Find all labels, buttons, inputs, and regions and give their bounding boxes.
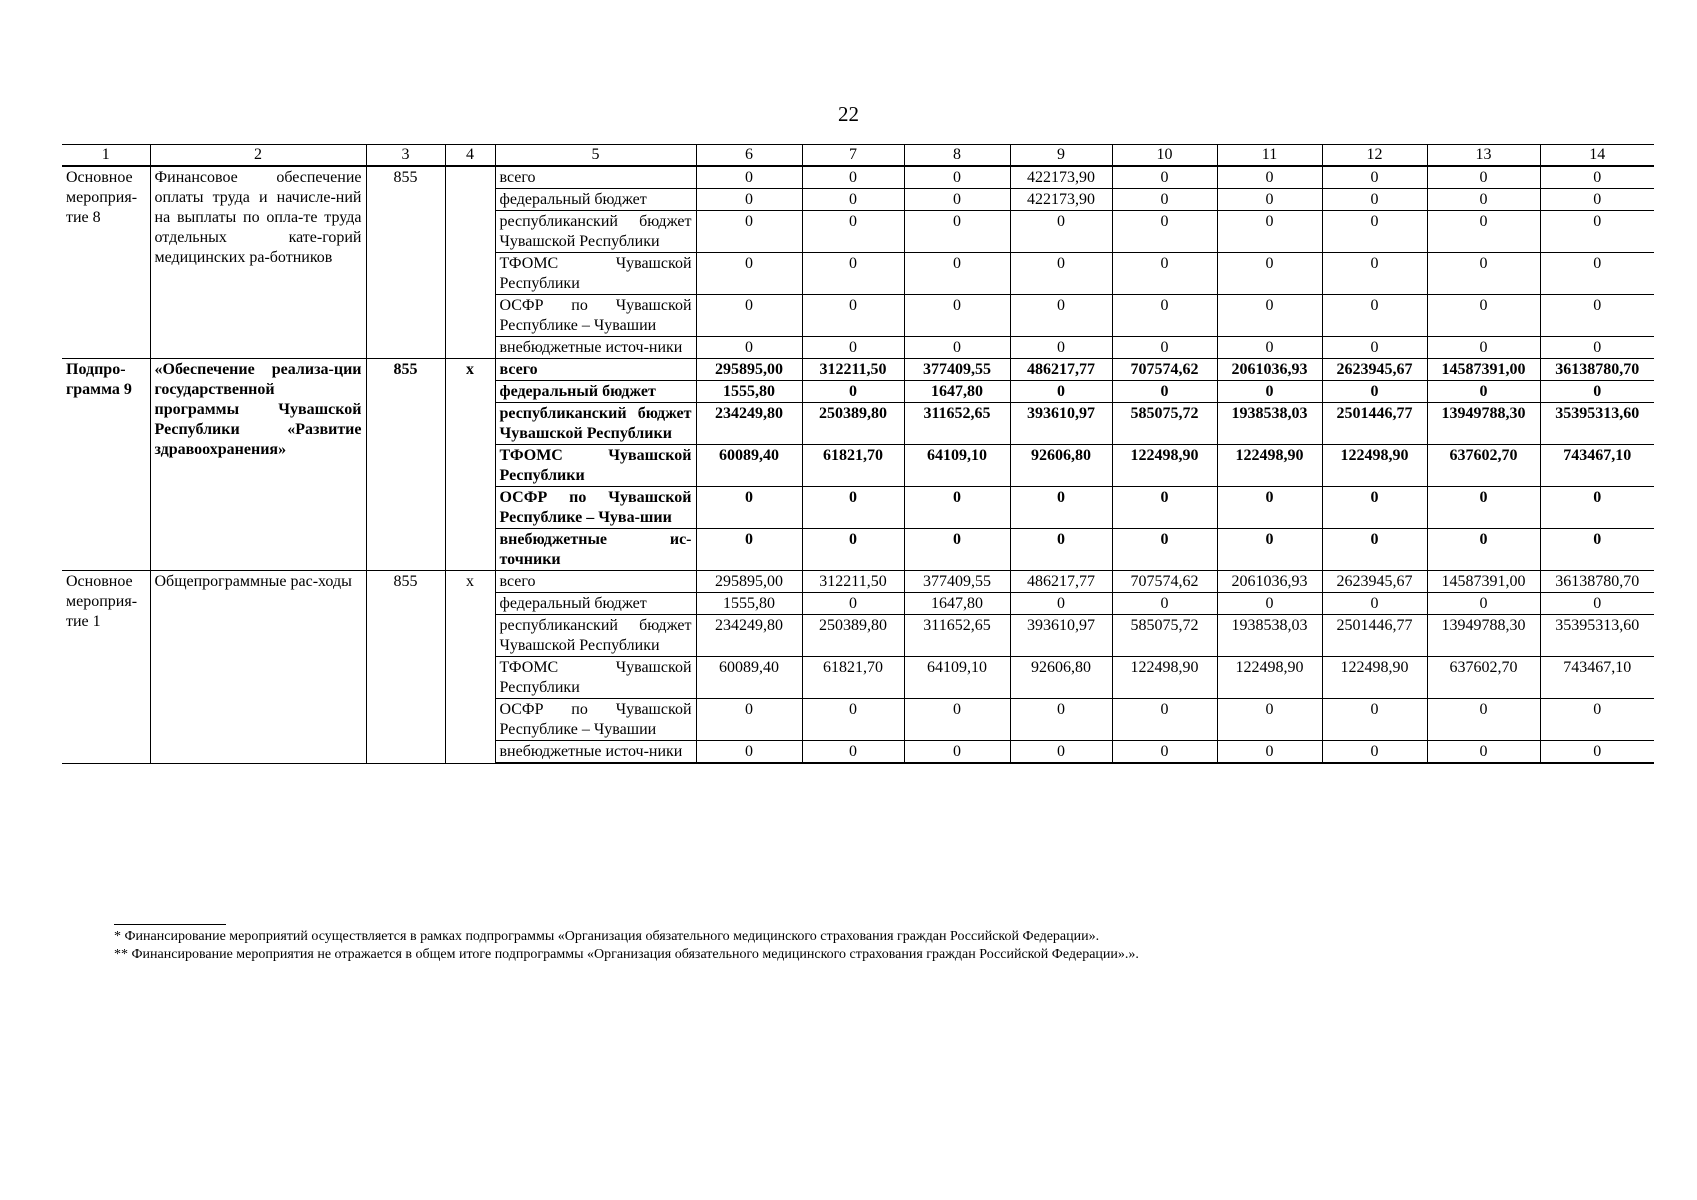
funding-source: республиканский бюджет Чувашской Республики: [495, 403, 696, 445]
funding-value: 0: [1217, 295, 1322, 337]
funding-value: 35395313,60: [1540, 615, 1654, 657]
funding-value: 0: [1217, 166, 1322, 189]
column-number-8: 8: [904, 145, 1010, 167]
funding-value: 0: [1427, 529, 1540, 571]
funding-value: 0: [1540, 211, 1654, 253]
funding-value: 0: [1540, 337, 1654, 359]
funding-source: внебюджетные ис-точники: [495, 529, 696, 571]
funding-value: 0: [1010, 487, 1112, 529]
funding-source: федеральный бюджет: [495, 381, 696, 403]
funding-value: 2623945,67: [1322, 359, 1427, 381]
funding-value: 2061036,93: [1217, 571, 1322, 593]
funding-source: ТФОМС Чувашской Республики: [495, 445, 696, 487]
funding-value: 0: [696, 166, 802, 189]
funding-value: 35395313,60: [1540, 403, 1654, 445]
funding-value: 0: [1112, 295, 1217, 337]
table-row: [62, 359, 1654, 381]
funding-value: 0: [1322, 295, 1427, 337]
funding-value: 0: [904, 166, 1010, 189]
funding-value: 0: [1540, 295, 1654, 337]
funding-value: 0: [1217, 381, 1322, 403]
funding-value: 0: [802, 253, 904, 295]
funding-value: 36138780,70: [1540, 359, 1654, 381]
funding-value: 0: [1540, 487, 1654, 529]
funding-value: 311652,65: [904, 403, 1010, 445]
funding-source: всего: [495, 166, 696, 189]
funding-value: 234249,80: [696, 403, 802, 445]
funding-value: 0: [1540, 529, 1654, 571]
funding-value: 0: [904, 699, 1010, 741]
funding-value: 0: [1112, 699, 1217, 741]
funding-value: 122498,90: [1112, 445, 1217, 487]
funding-value: 0: [1427, 166, 1540, 189]
section-2: [62, 359, 1654, 571]
program-item-description: Финансовое обеспечение оплаты труда и начисле-ний на выплаты по опла-те труда отдельных кате-горий медицинских ра-ботников: [150, 166, 366, 359]
funding-value: 1938538,03: [1217, 615, 1322, 657]
funding-value: 0: [802, 529, 904, 571]
funding-source: республиканский бюджет Чувашской Республики: [495, 211, 696, 253]
funding-value: 0: [1427, 337, 1540, 359]
funding-value: 585075,72: [1112, 615, 1217, 657]
funding-value: 0: [904, 529, 1010, 571]
section-1: [62, 166, 1654, 359]
program-item-name: Основное мероприя-тие 1: [62, 571, 150, 764]
funding-value: 0: [1112, 337, 1217, 359]
funding-value: 422173,90: [1010, 166, 1112, 189]
funding-value: 2501446,77: [1322, 615, 1427, 657]
funding-value: 0: [1112, 166, 1217, 189]
footnote-1: * Финансирование мероприятий осуществляется в рамках подпрограммы «Организация обязательного медицинского страхования граждан Российской Федерации».: [114, 929, 1100, 944]
funding-value: 0: [1427, 487, 1540, 529]
funding-value: 36138780,70: [1540, 571, 1654, 593]
funding-value: 0: [802, 166, 904, 189]
funding-value: 0: [1540, 593, 1654, 615]
responsible-executor-code: 855: [366, 359, 445, 571]
funding-value: 0: [1112, 211, 1217, 253]
funding-value: 60089,40: [696, 445, 802, 487]
funding-value: 0: [904, 253, 1010, 295]
funding-value: 0: [1322, 529, 1427, 571]
table-row: [62, 166, 1654, 189]
column-number-5: 5: [495, 145, 696, 167]
column-number-row: [62, 145, 1654, 167]
funding-source: всего: [495, 571, 696, 593]
funding-value: 0: [1427, 741, 1540, 764]
funding-value: 707574,62: [1112, 359, 1217, 381]
funding-value: 0: [1427, 593, 1540, 615]
funding-value: 312211,50: [802, 571, 904, 593]
funding-value: 0: [1427, 295, 1540, 337]
funding-value: 0: [802, 699, 904, 741]
funding-value: 393610,97: [1010, 615, 1112, 657]
funding-value: 0: [802, 593, 904, 615]
funding-value: 0: [1217, 487, 1322, 529]
funding-source: республиканский бюджет Чувашской Республики: [495, 615, 696, 657]
funding-value: 0: [904, 487, 1010, 529]
funding-value: 1938538,03: [1217, 403, 1322, 445]
funding-value: 637602,70: [1427, 657, 1540, 699]
funding-value: 1555,80: [696, 381, 802, 403]
page-number: 22: [838, 102, 859, 126]
funding-value: 0: [696, 337, 802, 359]
funding-value: 0: [1217, 529, 1322, 571]
funding-value: 92606,80: [1010, 657, 1112, 699]
footnotes: [114, 928, 1139, 964]
funding-value: 743467,10: [1540, 657, 1654, 699]
funding-value: 0: [1322, 487, 1427, 529]
funding-value: 377409,55: [904, 571, 1010, 593]
funding-value: 122498,90: [1322, 657, 1427, 699]
funding-value: 0: [802, 381, 904, 403]
funding-value: 0: [1112, 593, 1217, 615]
funding-value: 0: [1322, 593, 1427, 615]
funding-value: 0: [696, 529, 802, 571]
funding-source: ТФОМС Чувашской Республики: [495, 657, 696, 699]
funding-value: 0: [1010, 593, 1112, 615]
funding-value: 0: [1322, 337, 1427, 359]
funding-value: 0: [904, 295, 1010, 337]
funding-value: 295895,00: [696, 571, 802, 593]
funding-value: 0: [1010, 211, 1112, 253]
funding-value: 0: [1112, 529, 1217, 571]
funding-value: 0: [1112, 381, 1217, 403]
funding-source: всего: [495, 359, 696, 381]
column-number-13: 13: [1427, 145, 1540, 167]
program-item-name: Основное мероприя-тие 8: [62, 166, 150, 359]
funding-value: 64109,10: [904, 445, 1010, 487]
funding-value: 0: [696, 189, 802, 211]
column-number-2: 2: [150, 145, 366, 167]
funding-value: 14587391,00: [1427, 571, 1540, 593]
funding-value: 0: [802, 337, 904, 359]
funding-value: 0: [1540, 166, 1654, 189]
column-number-10: 10: [1112, 145, 1217, 167]
funding-value: 0: [1010, 337, 1112, 359]
funding-value: 0: [1322, 741, 1427, 764]
funding-source: ОСФР по Чувашской Республике – Чувашии: [495, 295, 696, 337]
funding-value: 0: [1427, 381, 1540, 403]
funding-value: 0: [904, 189, 1010, 211]
funding-value: 0: [696, 487, 802, 529]
program-item-name: Подпро-грамма 9: [62, 359, 150, 571]
funding-value: 0: [1217, 741, 1322, 764]
funding-value: 0: [1540, 381, 1654, 403]
funding-value: 92606,80: [1010, 445, 1112, 487]
financing-table: [62, 144, 1654, 764]
funding-value: 311652,65: [904, 615, 1010, 657]
funding-value: 422173,90: [1010, 189, 1112, 211]
footnote-separator: [114, 924, 226, 925]
funding-source: ТФОМС Чувашской Республики: [495, 253, 696, 295]
funding-value: 0: [696, 295, 802, 337]
funding-value: 0: [904, 211, 1010, 253]
funding-value: 0: [696, 211, 802, 253]
funding-source: ОСФР по Чувашской Республике – Чувашии: [495, 699, 696, 741]
funding-value: 1647,80: [904, 593, 1010, 615]
funding-value: 0: [696, 699, 802, 741]
funding-value: 13949788,30: [1427, 615, 1540, 657]
funding-value: 2623945,67: [1322, 571, 1427, 593]
funding-source: внебюджетные источ-ники: [495, 337, 696, 359]
funding-value: 122498,90: [1217, 445, 1322, 487]
funding-value: 0: [1322, 166, 1427, 189]
funding-value: 0: [1010, 253, 1112, 295]
funding-value: 0: [1010, 699, 1112, 741]
funding-value: 64109,10: [904, 657, 1010, 699]
funding-value: 0: [1217, 189, 1322, 211]
funding-value: 250389,80: [802, 615, 904, 657]
funding-value: 707574,62: [1112, 571, 1217, 593]
funding-value: 0: [1010, 381, 1112, 403]
funding-value: 393610,97: [1010, 403, 1112, 445]
funding-value: 0: [1322, 211, 1427, 253]
funding-value: 295895,00: [696, 359, 802, 381]
program-item-description: Общепрограммные рас-ходы: [150, 571, 366, 764]
column-number-9: 9: [1010, 145, 1112, 167]
column-number-12: 12: [1322, 145, 1427, 167]
funding-source: внебюджетные источ-ники: [495, 741, 696, 764]
funding-value: 0: [904, 741, 1010, 764]
funding-value: 377409,55: [904, 359, 1010, 381]
funding-value: 743467,10: [1540, 445, 1654, 487]
table-row: [62, 571, 1654, 593]
funding-value: 14587391,00: [1427, 359, 1540, 381]
funding-value: 0: [1217, 337, 1322, 359]
column-number-1: 1: [62, 145, 150, 167]
funding-value: 0: [1427, 189, 1540, 211]
funding-value: 0: [1540, 253, 1654, 295]
funding-value: 0: [1540, 741, 1654, 764]
footnote-2: ** Финансирование мероприятия не отражается в общем итоге подпрограммы «Организация обязательного медицинского страхования граждан Российской Федерации».».: [114, 947, 1139, 962]
funding-value: 486217,77: [1010, 571, 1112, 593]
funding-value: 0: [1322, 253, 1427, 295]
funding-source: ОСФР по Чувашской Республике – Чува-шии: [495, 487, 696, 529]
funding-value: 0: [1217, 699, 1322, 741]
funding-value: 1555,80: [696, 593, 802, 615]
funding-value: 0: [802, 295, 904, 337]
funding-value: 122498,90: [1322, 445, 1427, 487]
program-item-description: «Обеспечение реализа-ции государственной программы Чувашской Республики «Развитие здравоохранения»: [150, 359, 366, 571]
funding-value: 0: [1112, 487, 1217, 529]
responsible-executor-code: 855: [366, 571, 445, 764]
funding-value: 61821,70: [802, 445, 904, 487]
budget-classification-code: х: [445, 359, 495, 571]
funding-value: 2501446,77: [1322, 403, 1427, 445]
funding-value: 13949788,30: [1427, 403, 1540, 445]
section-3: [62, 571, 1654, 764]
funding-value: 0: [1322, 189, 1427, 211]
funding-value: 0: [1112, 741, 1217, 764]
funding-value: 0: [1010, 295, 1112, 337]
funding-value: 234249,80: [696, 615, 802, 657]
funding-value: 2061036,93: [1217, 359, 1322, 381]
funding-value: 637602,70: [1427, 445, 1540, 487]
funding-value: 60089,40: [696, 657, 802, 699]
column-number-7: 7: [802, 145, 904, 167]
column-number-4: 4: [445, 145, 495, 167]
funding-value: 0: [1427, 699, 1540, 741]
funding-value: 250389,80: [802, 403, 904, 445]
funding-value: 0: [1217, 253, 1322, 295]
funding-value: 0: [802, 189, 904, 211]
funding-value: 0: [1427, 253, 1540, 295]
funding-value: 0: [1112, 189, 1217, 211]
column-number-14: 14: [1540, 145, 1654, 167]
funding-value: 0: [802, 741, 904, 764]
funding-value: 0: [1112, 253, 1217, 295]
funding-value: 0: [696, 741, 802, 764]
funding-value: 0: [1217, 211, 1322, 253]
funding-value: 0: [1217, 593, 1322, 615]
funding-value: 122498,90: [1217, 657, 1322, 699]
funding-value: 0: [1010, 741, 1112, 764]
funding-value: 0: [1322, 699, 1427, 741]
funding-value: 0: [1010, 529, 1112, 571]
funding-value: 122498,90: [1112, 657, 1217, 699]
funding-value: 1647,80: [904, 381, 1010, 403]
budget-classification-code: х: [445, 571, 495, 764]
funding-value: 0: [802, 487, 904, 529]
funding-value: 61821,70: [802, 657, 904, 699]
column-number-3: 3: [366, 145, 445, 167]
funding-value: 0: [1540, 189, 1654, 211]
funding-value: 0: [1427, 211, 1540, 253]
funding-value: 486217,77: [1010, 359, 1112, 381]
funding-source: федеральный бюджет: [495, 593, 696, 615]
funding-value: 0: [696, 253, 802, 295]
funding-value: 0: [1322, 381, 1427, 403]
funding-value: 312211,50: [802, 359, 904, 381]
funding-value: 0: [1540, 699, 1654, 741]
funding-value: 0: [904, 337, 1010, 359]
responsible-executor-code: 855: [366, 166, 445, 359]
column-number-6: 6: [696, 145, 802, 167]
funding-value: 0: [802, 211, 904, 253]
column-number-11: 11: [1217, 145, 1322, 167]
budget-classification-code: [445, 166, 495, 359]
funding-value: 585075,72: [1112, 403, 1217, 445]
funding-source: федеральный бюджет: [495, 189, 696, 211]
